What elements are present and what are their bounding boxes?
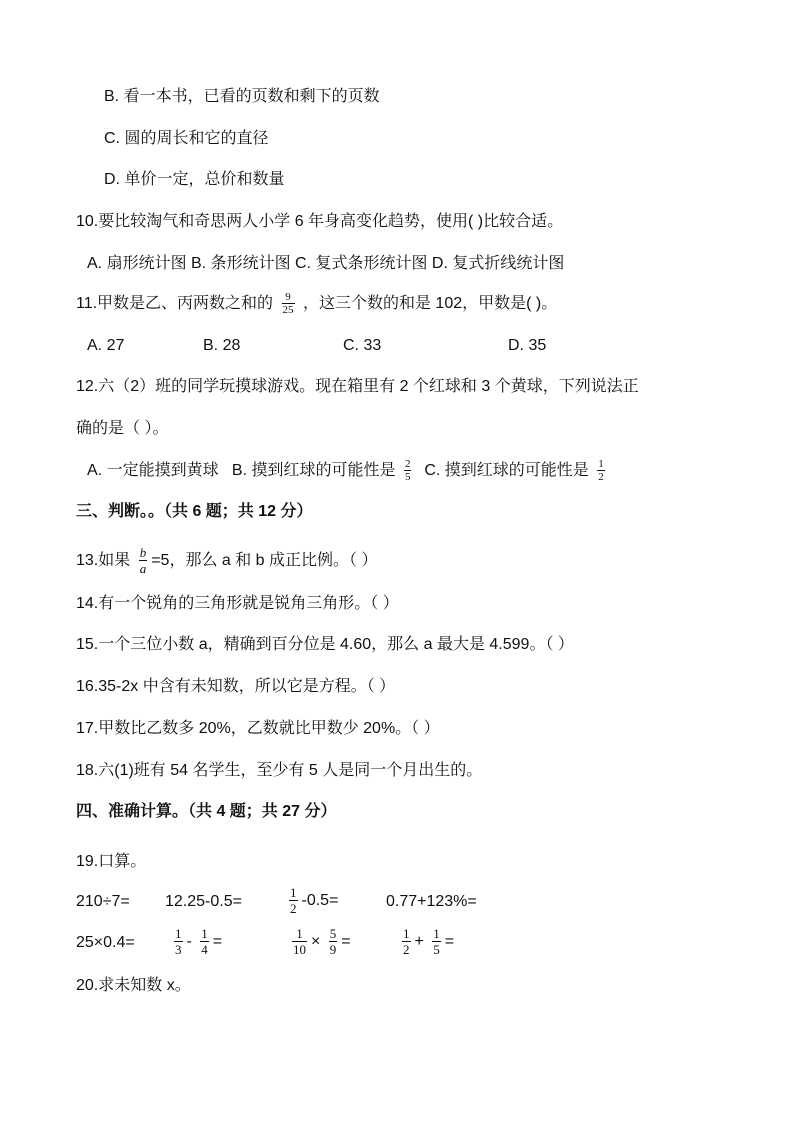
q19-r2c4-frac-b [432,926,441,957]
q19-r2c4-b-num: 1 [433,926,440,942]
q19-r2c2-op: - [186,933,192,950]
q13-before: 13.如果 [76,552,131,569]
q19-r2c2-eq: = [212,933,223,950]
section4-heading: 四、准确计算。（共 4 题；共 27 分） [76,803,337,820]
q11-stem-after: ，这三个数的和是 102，甲数是( )。 [302,295,558,312]
q20: 20.求未知数 x。 [76,977,191,994]
q12-option-b-num: 2 [404,458,411,471]
q11-option-d: D. 35 [508,337,547,354]
q19-r2c3-frac-b [329,926,338,957]
q19-title: 19.口算。 [76,853,147,870]
q12-stem-line2: 确的是（ ）。 [76,420,169,437]
q11-frac-num: 9 [282,291,295,304]
q16: 16.35-2x 中含有未知数，所以它是方程。（ ） [76,678,396,695]
q11-option-c: C. 33 [343,337,382,354]
q12-options [87,455,609,487]
q13-frac-num: b [139,545,147,561]
q19-r1c2: 12.25-0.5= [165,893,242,910]
q11-stem [76,289,557,319]
q13-after: =5，那么 a 和 b 成正比例。（ ） [151,552,378,569]
q12-option-c: C. 摸到红球的可能性是 [424,462,589,479]
q19-r2c3-b-num: 5 [329,926,337,942]
q12-option-a: A. 一定能摸到黄球 [87,462,219,479]
q11-frac-den: 25 [282,304,294,317]
q12-option-c-den: 2 [598,471,604,484]
q19-r2c3-eq: = [341,933,351,950]
q13-frac-den: a [139,561,147,577]
q11-option-a: A. 27 [87,337,125,354]
q12-option-b-den: 5 [404,471,411,484]
q19-r1c3-after: -0.5= [301,892,339,909]
q19-r2c4-eq: = [444,933,455,950]
q19-r1c3-fraction [289,885,298,916]
q19-r2c3 [288,922,351,962]
q19-r1c3-num: 1 [290,885,297,901]
q13-fraction [139,545,148,576]
q19-r1c4: 0.77+123%= [386,893,477,910]
q9-option-c: C. 圆的周长和它的直径 [104,130,269,147]
q12-stem-line1: 12.六（2）班的同学玩摸球游戏。现在箱里有 2 个红球和 3 个黄球，下列说法正 [76,378,639,395]
q19-r2c4-a-den: 2 [403,942,410,958]
q10-options: A. 扇形统计图 B. 条形统计图 C. 复式条形统计图 D. 复式折线统计图 [87,255,565,272]
q19-r2c3-a-den: 10 [293,942,306,958]
q19-r2c2-frac-a [174,926,183,957]
q19-r2c2-b-den: 4 [201,942,208,958]
q19-r2c2-a-num: 1 [175,926,182,942]
q11-stem-before: 11.甲数是乙、丙两数之和的 [76,295,274,312]
q19-r2c4-frac-a [402,926,411,957]
q9-option-d: D. 单价一定，总价和数量 [104,171,285,188]
q19-r2c2 [170,922,222,962]
q12-option-b-fraction [404,458,412,483]
q12-option-c-num: 1 [598,458,604,471]
q11-option-b: B. 28 [203,337,241,354]
q12-option-b: B. 摸到红球的可能性是 [231,462,396,479]
q19-r2c4 [398,922,454,962]
q19-r2c4-op: + [414,933,424,950]
q19-r2c2-b-num: 1 [201,926,208,942]
q18: 18.六(1)班有 54 名学生，至少有 5 人是同一个月出生的。 [76,762,483,779]
q14: 14.有一个锐角的三角形就是锐角三角形。（ ） [76,595,399,612]
q15: 15.一个三位小数 a，精确到百分位是 4.60，那么 a 最大是 4.599。（ ） [76,636,574,653]
q19-r2c3-b-den: 9 [329,942,337,958]
q19-r1c1: 210÷7= [76,893,130,910]
q19-r2c4-a-num: 1 [403,926,410,942]
q19-r2c1: 25×0.4= [76,934,135,951]
q19-r2c4-b-den: 5 [433,942,440,958]
section3-heading: 三、判断。。（共 6 题；共 12 分） [76,503,313,520]
q9-option-b: B. 看一本书，已看的页数和剩下的页数 [104,88,380,105]
q10-stem: 10.要比较淘气和奇思两人小学 6 年身高变化趋势，使用( )比较合适。 [76,213,564,230]
q19-r2c3-a-num: 1 [292,926,307,942]
q17: 17.甲数比乙数多 20%，乙数就比甲数少 20%。（ ） [76,720,440,737]
q19-r1c3 [285,881,338,921]
q11-fraction [282,291,295,316]
q13 [76,544,377,578]
q19-r2c3-op: × [311,933,321,950]
q19-r1c3-den: 2 [290,901,297,917]
q19-r2c2-frac-b [200,926,209,957]
q12-option-c-fraction [597,458,605,483]
q19-r2c2-a-den: 3 [175,942,182,958]
q19-r2c3-frac-a [292,926,307,957]
